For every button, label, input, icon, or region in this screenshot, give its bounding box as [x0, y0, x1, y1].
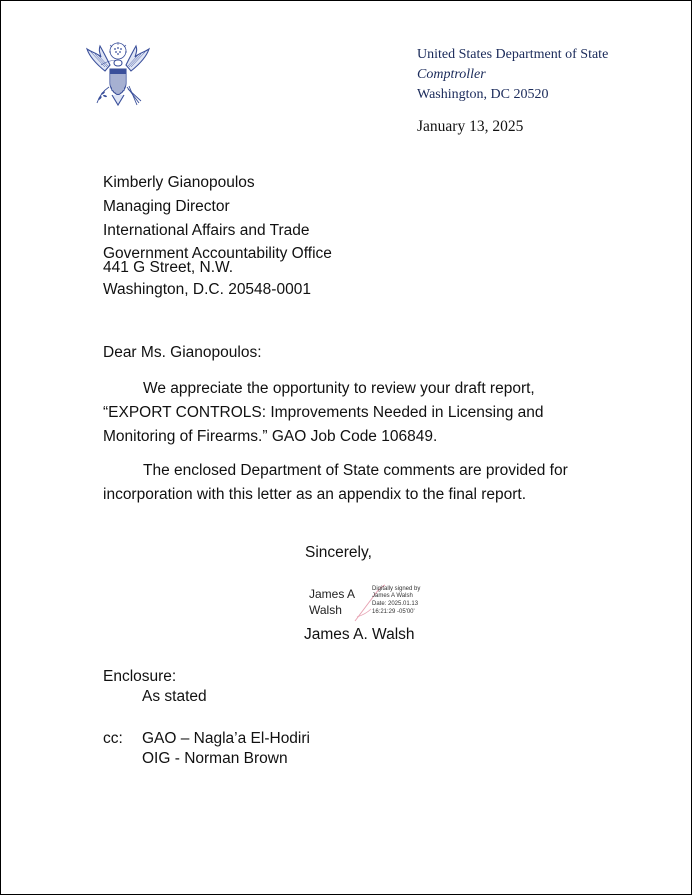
digital-signature-line: 16:21:29 -05'00' [372, 609, 415, 615]
cc-recipient: OIG - Norman Brown [142, 750, 288, 767]
cc-label: cc: [103, 730, 123, 747]
signature-name-line: Walsh [309, 603, 342, 617]
letterhead-office: Comptroller [417, 67, 486, 82]
enclosure-value: As stated [142, 688, 207, 705]
digital-signature-line: James A Walsh [372, 593, 413, 599]
body-paragraph: We appreciate the opportunity to review your draft report, “EXPORT CONTROLS: Improvements Needed in Licensing and Monitoring of Firearms.” GAO Job Code 106849. [103, 380, 544, 445]
digital-signature-line: Date: 2025.01.13 [372, 601, 419, 607]
recipient-line: Kimberly Gianopoulos [103, 174, 255, 191]
signer-printed-name: James A. Walsh [304, 626, 415, 643]
letterhead-department: United States Department of State [417, 47, 609, 62]
body-paragraph: The enclosed Department of State comments are provided for incorporation with this letter as an appendix to the final report. [103, 462, 568, 503]
recipient-line: International Affairs and Trade [103, 222, 310, 239]
state-department-seal [83, 41, 153, 115]
closing: Sincerely, [305, 544, 372, 561]
enclosure-label: Enclosure: [103, 668, 177, 685]
letter-date: January 13, 2025 [417, 118, 524, 135]
signature-name-line: James A [309, 587, 356, 601]
recipient-line: Washington, D.C. 20548-0001 [103, 281, 311, 298]
digital-signature-line: Digitally signed by [372, 586, 421, 592]
letterhead-address: Washington, DC 20520 [417, 87, 549, 102]
cc-recipient: GAO – Nagla’a El-Hodiri [142, 730, 310, 747]
recipient-line: Managing Director [103, 198, 230, 215]
recipient-line: Government Accountability Office [103, 245, 332, 262]
salutation: Dear Ms. Gianopoulos: [103, 344, 262, 361]
recipient-line: 441 G Street, N.W. [103, 259, 234, 276]
